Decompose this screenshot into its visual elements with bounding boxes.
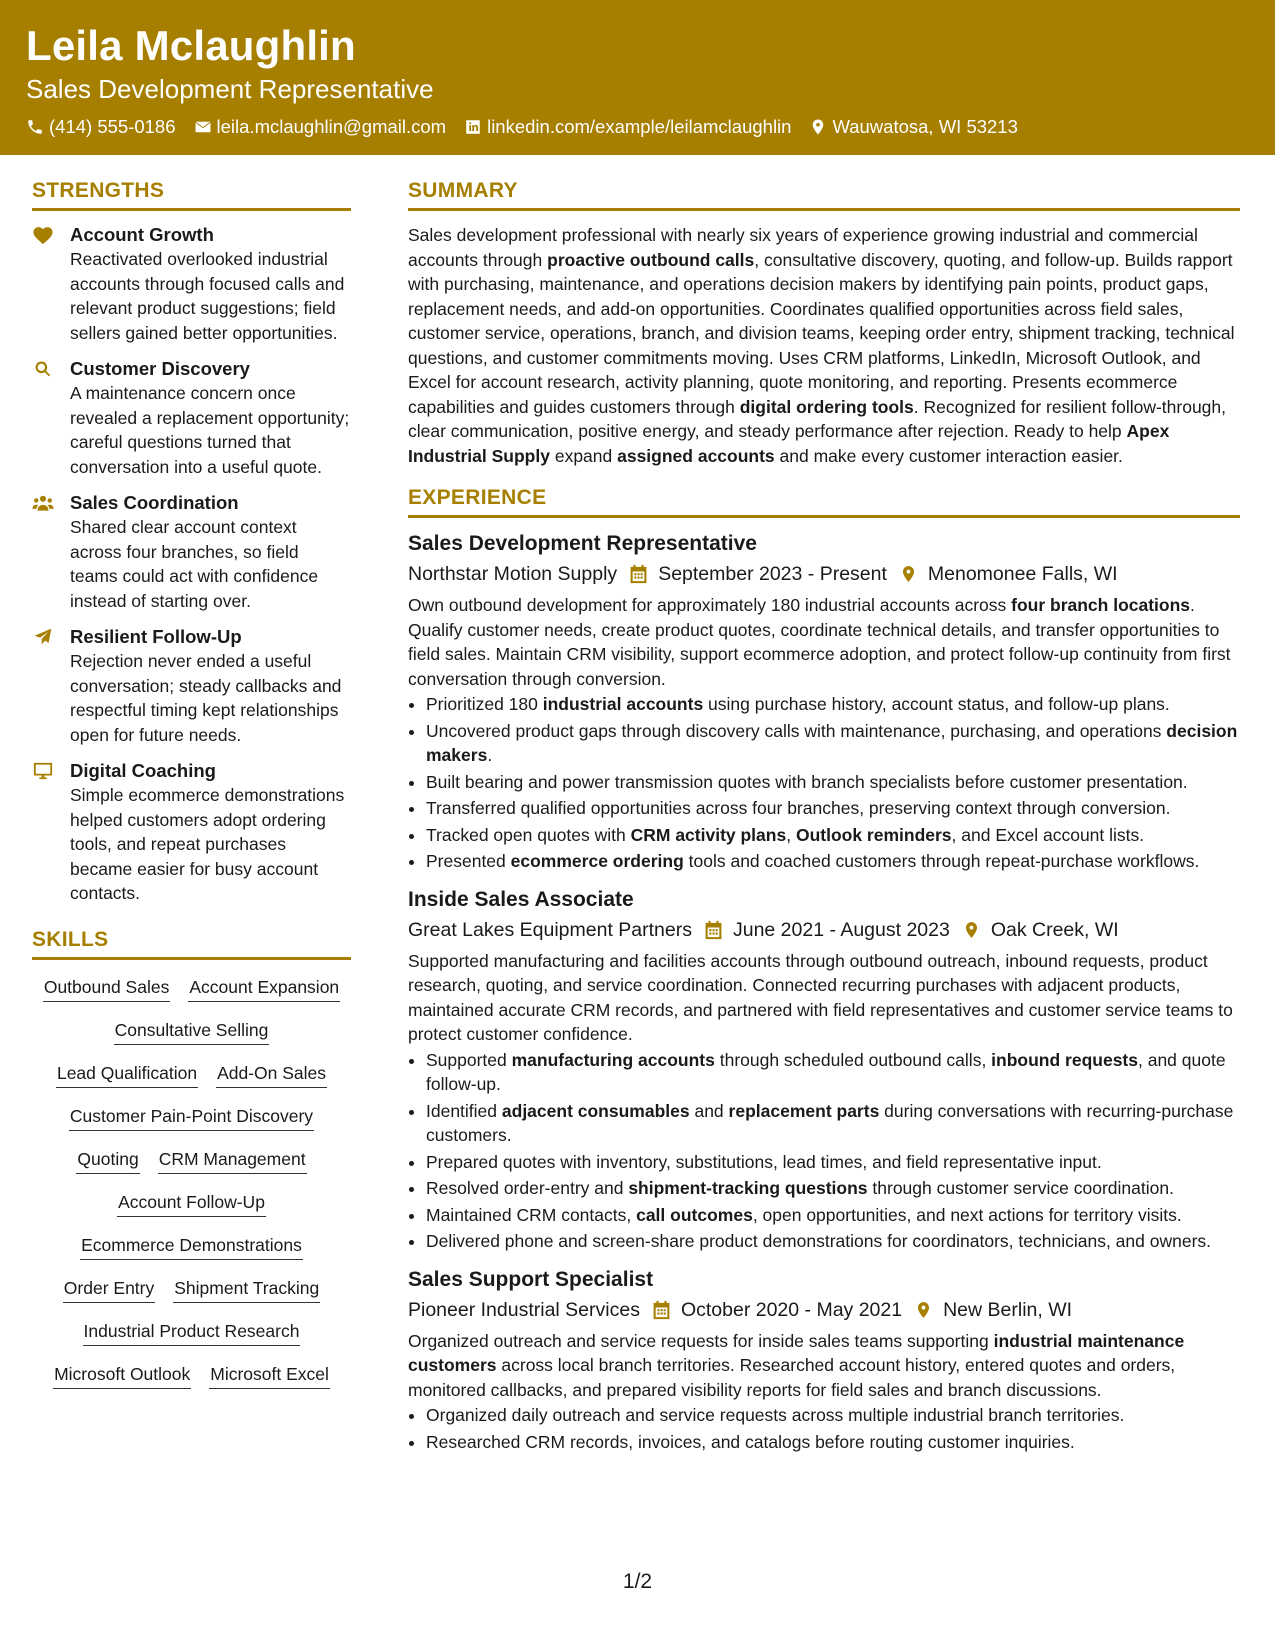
location-pin-icon: [899, 564, 918, 584]
text-run: Prepared quotes with inventory, substitutions, lead times, and field representative input.: [426, 1151, 1102, 1172]
strength-title: Account Growth: [70, 224, 214, 245]
bullet-item: [426, 1048, 1240, 1097]
email-text: leila.mclaughlin@gmail.com: [216, 116, 447, 137]
job-description: [408, 1329, 1240, 1403]
text-run: through customer service coordination.: [867, 1178, 1174, 1198]
skill-tag: Microsoft Outlook: [53, 1363, 191, 1389]
bullet-item: [426, 1229, 1240, 1254]
emphasis-text: Apex Industrial Supply: [408, 421, 1170, 466]
job-title: Sales Support Specialist: [408, 1267, 654, 1291]
strength-desc: Rejection never ended a useful conversation; steady callbacks and respectful timing kept relationships open for future needs.: [70, 651, 342, 745]
bullet-item: [426, 796, 1240, 821]
job-dates: October 2020 - May 2021: [680, 1298, 903, 1321]
text-run: through scheduled outbound calls,: [714, 1049, 992, 1070]
skill-tag: Lead Qualification: [56, 1062, 198, 1088]
text-run: Maintained CRM contacts,: [426, 1204, 637, 1225]
job-company: Pioneer Industrial Services: [408, 1298, 640, 1321]
emphasis-text: replacement parts: [728, 1100, 880, 1121]
contact-linkedin[interactable]: [464, 116, 791, 138]
bullet-item: [426, 1430, 1240, 1455]
text-run: Resolved order-entry and: [426, 1178, 629, 1198]
job-company: Northstar Motion Supply: [408, 563, 618, 585]
emphasis-text: assigned accounts: [617, 445, 775, 466]
text-run: Prioritized 180: [426, 694, 543, 714]
skills-row: [32, 1277, 351, 1303]
job-location: Menomonee Falls, WI: [927, 563, 1118, 585]
contact-bar: [26, 116, 1036, 138]
job-bullets: [408, 1403, 1240, 1454]
job-entry: [408, 886, 1240, 1254]
phone-text: (414) 555-0186: [49, 116, 176, 137]
text-run: Presented: [426, 851, 511, 871]
text-run: Supported: [426, 1049, 512, 1070]
text-run: , open opportunities, and next actions for territory visits.: [752, 1204, 1182, 1225]
job-location: Oak Creek, WI: [990, 918, 1119, 941]
text-run: using purchase history, account status, and follow-up plans.: [703, 694, 1170, 714]
text-run: and: [689, 1100, 729, 1121]
text-run: Delivered phone and screen-share product demonstrations for coordinators, technicians, and owners.: [426, 1231, 1212, 1251]
summary-heading: SUMMARY: [408, 179, 1240, 211]
bullet-item: [426, 849, 1240, 874]
strength-item: [32, 223, 351, 345]
emphasis-text: manufacturing accounts: [511, 1049, 715, 1070]
text-run: ,: [786, 824, 796, 845]
bullet-item: [426, 719, 1240, 768]
emphasis-text: inbound requests: [991, 1049, 1138, 1070]
skill-tag: Ecommerce Demonstrations: [80, 1234, 303, 1260]
job-bullets: [408, 1048, 1240, 1254]
strength-item: [32, 759, 351, 906]
job-title: Sales Development Representative: [408, 532, 757, 555]
job-entry: [408, 1266, 1240, 1455]
strength-title: Customer Discovery: [70, 358, 250, 379]
job-description: [408, 949, 1240, 1047]
skill-tag: CRM Management: [158, 1148, 307, 1174]
strength-item: [32, 491, 351, 613]
strengths-heading: STRENGTHS: [32, 179, 351, 211]
text-run: . Qualify customer needs, create product quotes, coordinate technical details, and transfer opportunities to field sales. Maintain CRM visibility, support ecommerce adoption, and protect follow-up continuity from first conversation through conversion.: [408, 595, 1231, 689]
candidate-name: Leila Mclaughlin: [26, 22, 356, 69]
location-pin-icon: [809, 118, 827, 136]
skill-tag: Outbound Sales: [43, 976, 171, 1002]
text-run: Organized daily outreach and service requests across multiple industrial branch territories.: [426, 1405, 1125, 1425]
skills-list: [32, 976, 351, 1389]
paper-plane-icon: [32, 627, 54, 647]
left-column: [32, 179, 351, 1406]
emphasis-text: CRM activity plans: [630, 824, 787, 845]
emphasis-text: decision makers: [426, 720, 1238, 765]
bullet-item: [426, 770, 1240, 795]
strength-desc: Reactivated overlooked industrial accounts through focused calls and relevant product suggestions; field sellers gained better opportunities.: [70, 249, 345, 343]
text-run: across local branch territories. Researched account history, entered quotes and orders, monitored callbacks, and prepared visibility reports for field sales and branch discussions.: [408, 1355, 1176, 1400]
strength-title: Resilient Follow-Up: [70, 626, 242, 647]
skills-row: [32, 976, 351, 1002]
skill-tag: Add-On Sales: [216, 1062, 327, 1088]
job-dates: June 2021 - August 2023: [732, 918, 950, 941]
skills-row: [32, 1105, 351, 1131]
text-run: Identified: [426, 1100, 502, 1121]
monitor-icon: [32, 761, 54, 781]
job-meta: [408, 916, 1240, 944]
text-run: Built bearing and power transmission quotes with branch specialists before customer presentation.: [426, 771, 1188, 792]
strength-item: [32, 625, 351, 747]
emphasis-text: four branch locations: [1011, 595, 1191, 615]
location-pin-icon: [962, 920, 981, 940]
calendar-icon: [652, 1300, 671, 1320]
bullet-item: [426, 823, 1240, 848]
skills-row: [32, 1191, 351, 1217]
text-run: Uncovered product gaps through discovery calls with maintenance, purchasing, and operations: [426, 720, 1167, 741]
emphasis-text: industrial accounts: [542, 694, 704, 714]
strength-title: Digital Coaching: [70, 760, 216, 781]
skills-row: [32, 1363, 351, 1389]
emphasis-text: shipment-tracking questions: [628, 1178, 868, 1198]
text-run: Tracked open quotes with: [426, 824, 631, 845]
resume-header: [0, 0, 1275, 155]
envelope-icon: [194, 118, 212, 136]
bullet-item: [426, 1176, 1240, 1201]
skill-tag: Shipment Tracking: [173, 1277, 320, 1303]
bullet-item: [426, 1150, 1240, 1175]
job-meta: [408, 1296, 1240, 1324]
text-run: expand: [549, 445, 618, 466]
skill-tag: Quoting: [76, 1148, 139, 1174]
summary-text: [408, 223, 1240, 468]
text-run: Researched CRM records, invoices, and catalogs before routing customer inquiries.: [426, 1431, 1075, 1452]
text-run: Supported manufacturing and facilities accounts through outbound outreach, inbound requests, product research, quoting, and service coordination. Connected recurring purchases with adjacent products, maintained accurate CRM records, and partnered with field representatives and customer service teams to protect customer confidence.: [408, 950, 1233, 1044]
skill-tag: Customer Pain-Point Discovery: [69, 1105, 314, 1131]
contact-phone[interactable]: [26, 116, 176, 138]
linkedin-icon: [464, 118, 482, 136]
experience-list: [408, 530, 1240, 1454]
calendar-icon: [629, 564, 648, 584]
skill-tag: Account Expansion: [188, 976, 340, 1002]
job-company: Great Lakes Equipment Partners: [408, 918, 692, 941]
text-run: , consultative discovery, quoting, and follow-up. Builds rapport with purchasing, maintenance, and operations decision makers by identifying pain points, product gaps, replacement needs, and add-on opportunities. Coordinates qualified opportunities across field sales, customer service, operations, branch, and division teams, keeping order entry, shipment tracking, technical questions, and customer commitments moving. Uses CRM platforms, LinkedIn, Microsoft Outlook, and Excel for account research, activity planning, quote monitoring, and reporting. Presents ecommerce capabilities and guides customers through: [408, 249, 1235, 417]
users-icon: [32, 493, 54, 513]
linkedin-text: linkedin.com/example/leilamclaughlin: [487, 116, 792, 137]
calendar-icon: [704, 920, 723, 940]
contact-email[interactable]: [194, 116, 447, 138]
skill-tag: Consultative Selling: [114, 1019, 270, 1045]
strength-item: [32, 357, 351, 479]
skills-row: [32, 1320, 351, 1346]
phone-icon: [26, 118, 44, 136]
skills-heading: SKILLS: [32, 928, 351, 960]
job-title: Inside Sales Associate: [408, 887, 634, 911]
job-location: New Berlin, WI: [943, 1298, 1073, 1321]
strength-title: Sales Coordination: [70, 492, 239, 513]
skill-tag: Account Follow-Up: [117, 1191, 266, 1217]
job-meta: [408, 560, 1240, 588]
emphasis-text: Outlook reminders: [795, 824, 952, 845]
emphasis-text: adjacent consumables: [501, 1100, 690, 1121]
text-run: . Recognized for resilient follow-through, clear communication, positive energy, and steady performance after rejection. Ready to help: [408, 396, 1227, 441]
emphasis-text: industrial maintenance customers: [408, 1330, 1185, 1375]
text-run: Sales development professional with nearly six years of experience growing industrial and commercial accounts through: [408, 225, 1198, 270]
text-run: .: [487, 745, 493, 765]
text-run: Organized outreach and service requests for inside sales teams supporting: [408, 1330, 994, 1351]
bullet-item: [426, 1203, 1240, 1228]
emphasis-text: proactive outbound calls: [547, 249, 755, 270]
candidate-role: Sales Development Representative: [26, 74, 434, 104]
text-run: , and Excel account lists.: [951, 824, 1145, 845]
skills-row: [32, 1062, 351, 1088]
heart-icon: [32, 225, 54, 245]
skill-tag: Order Entry: [63, 1277, 155, 1303]
job-entry: [408, 530, 1240, 874]
right-column: [408, 179, 1240, 1466]
skills-row: [32, 1148, 351, 1174]
magnifier-icon: [32, 359, 54, 379]
text-run: , and quote follow-up.: [426, 1049, 1226, 1094]
skills-row: [32, 1234, 351, 1260]
job-bullets: [408, 692, 1240, 874]
skills-row: [32, 1019, 351, 1045]
location-text: Wauwatosa, WI 53213: [832, 116, 1018, 137]
emphasis-text: ecommerce ordering: [510, 851, 684, 871]
bullet-item: [426, 1099, 1240, 1148]
text-run: Own outbound development for approximately 180 industrial accounts across: [408, 595, 1012, 615]
job-description: [408, 593, 1240, 691]
job-dates: September 2023 - Present: [658, 563, 887, 585]
text-run: and make every customer interaction easier.: [774, 445, 1123, 466]
contact-location: [809, 116, 1017, 138]
strength-desc: A maintenance concern once revealed a replacement opportunity; careful questions turned that conversation into a useful quote.: [70, 383, 350, 477]
skill-tag: Industrial Product Research: [83, 1320, 301, 1346]
text-run: during conversations with recurring-purchase customers.: [426, 1100, 1234, 1145]
text-run: tools and coached customers through repeat-purchase workflows.: [683, 851, 1200, 871]
strength-desc: Shared clear account context across four branches, so field teams could act with confidence instead of starting over.: [70, 517, 319, 611]
text-run: Transferred qualified opportunities across four branches, preserving context through conversion.: [426, 798, 1171, 818]
skill-tag: Microsoft Excel: [209, 1363, 330, 1389]
location-pin-icon: [914, 1300, 933, 1320]
emphasis-text: digital ordering tools: [739, 396, 914, 417]
page-number: 1/2: [622, 1570, 653, 1593]
emphasis-text: call outcomes: [636, 1204, 753, 1225]
bullet-item: [426, 1403, 1240, 1428]
strength-desc: Simple ecommerce demonstrations helped customers adopt ordering tools, and repeat purchases became easier for busy account contacts.: [70, 785, 345, 903]
experience-heading: EXPERIENCE: [408, 486, 1240, 518]
bullet-item: [426, 692, 1240, 717]
